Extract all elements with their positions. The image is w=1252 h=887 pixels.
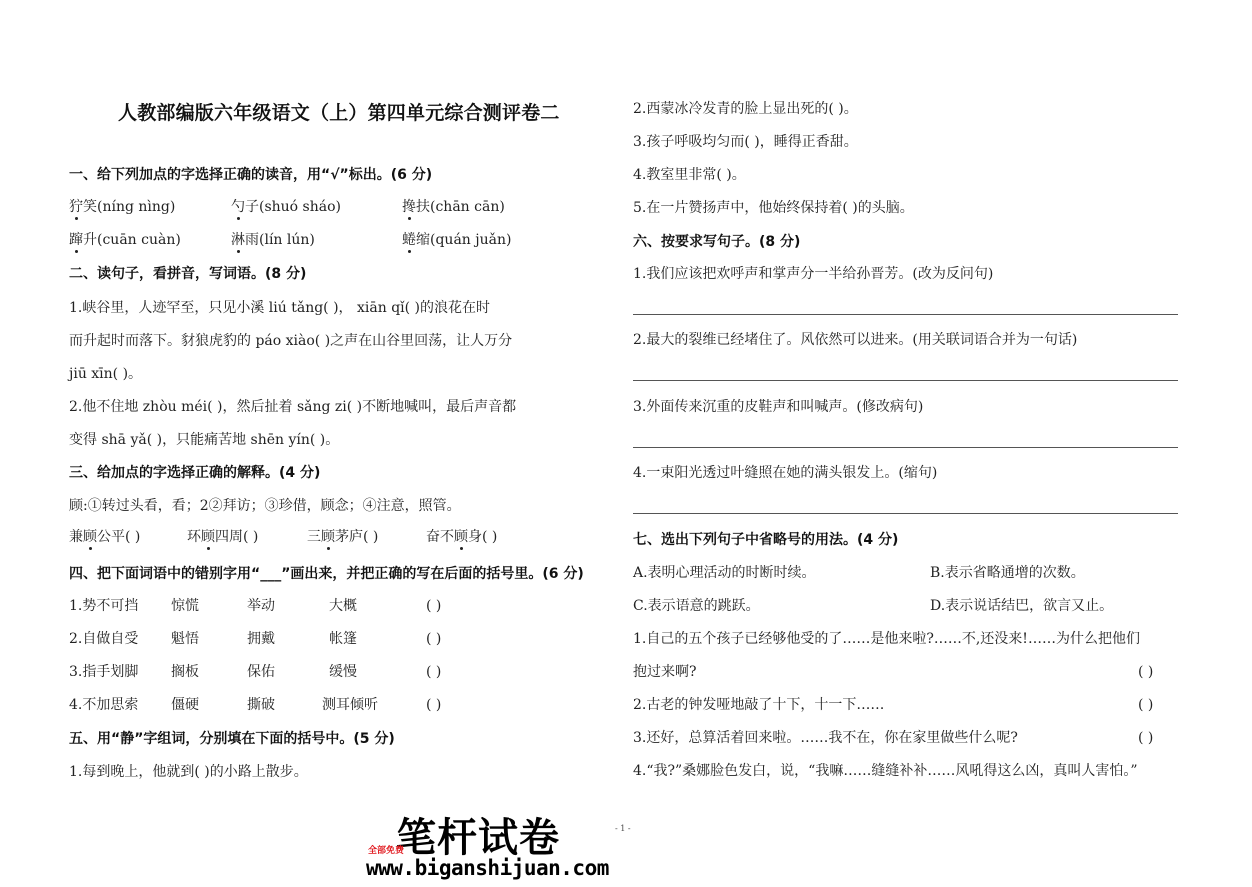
section5-item: 3.孩子呼吸均匀而( )，睡得正香甜。 (633, 134, 858, 150)
section5-item: 2.西蒙冰冷发青的脸上显出死的( )。 (633, 101, 858, 117)
section5-item: 5.在一片赞扬声中，他始终保持着( )的头脑。 (633, 200, 914, 216)
answer-line[interactable] (633, 447, 1178, 448)
section2-line: 而升起时而落下。豺狼虎豹的 páo xiào( )之声在山谷里回荡，让人万分 (69, 333, 513, 349)
pinyin-item: 搀扶(chān cān) (402, 199, 505, 215)
answer-blank: ( ) (1138, 664, 1154, 680)
pinyin-item: 淋雨(lín lún) (231, 232, 315, 248)
definition-text: 顾:①转过头看，看；2②拜访；③珍借，顾念；④注意，照管。 (69, 498, 461, 514)
answer-line[interactable] (633, 314, 1178, 315)
section5-heading: 五、用“静”字组词，分别填在下面的括号中。(5 分) (69, 731, 395, 747)
section7-heading: 七、选出下列句子中省略号的用法。(4 分) (633, 532, 899, 548)
answer-blank: ( ) (1138, 697, 1154, 713)
section7-item: 抱过来啊? (633, 664, 697, 680)
section5-item: 4.教室里非常( )。 (633, 167, 746, 183)
meaning-item: 三顾茅庐( ) (307, 529, 379, 545)
meaning-item: 兼顾公平( ) (69, 529, 141, 545)
meaning-item: 环顾四周( ) (187, 529, 259, 545)
section2-line: 2.他不住地 zhòu méi( )，然后扯着 sǎng zi( )不断地喊叫，最后声音都 (69, 399, 517, 415)
brand-logo: 笔杆试卷 (396, 815, 560, 861)
section7-item: 3.还好，总算活着回来啦。……我不在，你在家里做些什么呢? (633, 730, 1018, 746)
section2-line: 1.峡谷里，人迹罕至，只见小溪 liú tǎng( )， xiān qǐ( )的浪花在时 (69, 300, 491, 316)
answer-line[interactable] (633, 380, 1178, 381)
section3-heading: 三、给加点的字选择正确的解释。(4 分) (69, 465, 321, 481)
section6-question: 4.一束阳光透过叶缝照在她的满头银发上。(缩句) (633, 465, 938, 481)
free-label: 全部免费 (368, 846, 405, 856)
page-number: - 1 - (615, 824, 631, 833)
meaning-item: 奋不顾身( ) (426, 529, 498, 545)
section7-item: 4.“我?”桑娜脸色发白，说，“我嘛……缝缝补补……风吼得这么凶，真叫人害怕。” (633, 763, 1138, 779)
section6-heading: 六、按要求写句子。(8 分) (633, 234, 801, 250)
option-c: C.表示语意的跳跃。 (633, 598, 760, 614)
section4-heading: 四、把下面词语中的错别字用“___”画出来，并把正确的写在后面的括号里。(6 分) (69, 566, 584, 582)
section7-item: 1.自己的五个孩子已经够他受的了……是他来啦?……不,还没来!……为什么把他们 (633, 631, 1140, 647)
page-title: 人教部编版六年级语文（上）第四单元综合测评卷二 (118, 102, 560, 124)
pinyin-item: 狞笑(níng nìng) (69, 199, 176, 215)
pinyin-item: 勺子(shuó sháo) (231, 199, 341, 215)
section7-item: 2.古老的钟发哑地敲了十下，十一下…… (633, 697, 885, 713)
section2-line: jiū xīn( )。 (69, 366, 143, 382)
section5-item: 1.每到晚上，他就到( )的小路上散步。 (69, 764, 308, 780)
pinyin-item: 蜷缩(quán juǎn) (402, 232, 512, 248)
section2-heading: 二、读句子，看拼音，写词语。(8 分) (69, 266, 307, 282)
answer-line[interactable] (633, 513, 1178, 514)
section6-question: 2.最大的裂维已经堵住了。风依然可以进来。(用关联词语合并为一句话) (633, 332, 1078, 348)
answer-blank: ( ) (1138, 730, 1154, 746)
option-a: A.表明心理活动的时断时续。 (633, 565, 816, 581)
option-b: B.表示省略通增的次数。 (930, 565, 1085, 581)
option-d: D.表示说话结巴，欲言又止。 (930, 598, 1114, 614)
exam-page: 人教部编版六年级语文（上）第四单元综合测评卷二 一、给下列加点的字选择正确的读音，用“√”标出。(6 分) 狞笑(níng nìng) 勺子(shuó sháo) 搀扶(chān cān) 蹿升(cuān cuàn) 淋雨(lín lún) 蜷缩(quán juǎn) 二、读句子，看拼音，写词语。(8 分) 1.峡谷里，人迹罕至，只见小溪 liú tǎng( )， xiān qǐ( )的浪花在时 而升起时而落下。豺狼虎豹的 páo xiào( )之声在山谷里回荡，让人万分 jiū xīn( )。 2.他不住地 zhòu méi( )，然后扯着 sǎng zi( )不断地喊叫，最后声音都 变得 shā yǎ( )，只能痛苦地 shēn yín( )。 三、给加点的字选择正确的解释。(4 分) 顾:①转过头看，看；2②拜访；③珍借，顾念；④注意，照管。 兼顾公平( ) 环顾四周( ) 三顾茅庐( ) 奋不顾身( ) 四、把下面词语中的错别字用“___”画出来，并把正确的写在后面的括号里。(6 分) 1.势不可挡 惊慌 举动 大概 ( ) 2.自做自受 魁悟 拥戴 帐篷 ( ) 3.指手划脚 搁板 保佑 缓慢 ( ) 4.不加思索 僵硬 撕破 测耳倾听 ( ) 五、用“静”字组词，分别填在下面的括号中。(5 分) 1.每到晚上，他就到( )的小路上散步。 2.西蒙冰冷发青的脸上显出死的( )。 3.孩子呼吸均匀而( )，睡得正香甜。 4.教室里非常( )。 5.在一片赞扬声中，他始终保持着( )的头脑。 六、按要求写句子。(8 分) 1.我们应该把欢呼声和掌声分一半给孙晋芳。(改为反问句) 2.最大的裂维已经堵住了。风依然可以进来。(用关联词语合并为一句话) 3.外面传来沉重的皮鞋声和叫喊声。(修改病句) 4.一束阳光透过叶缝照在她的满头银发上。(缩句) 七、选出下列句子中省略号的用法。(4 分) A.表明心理活动的时断时续。 B.表示省略通增的次数。 C.表示语意的跳跃。 D.表示说话结巴，欲言又止。 1.自己的五个孩子已经够他受的了……是他来啦?……不,还没来!……为什么把他们 抱过来啊? ( ) 2.古老的钟发哑地敲了十下，十一下…… ( ) 3.还好，总算活着回来啦。……我不在，你在家里做些什么呢? ( ) 4.“我?”桑娜脸色发白，说，“我嘛……缝缝补补……风吼得这么凶，真叫人害怕。” 笔杆试卷 全部免费 www.biganshijuan.com - 1 - (0, 0, 1252, 887)
section6-question: 1.我们应该把欢呼声和掌声分一半给孙晋芳。(改为反问句) (633, 266, 994, 282)
section1-heading: 一、给下列加点的字选择正确的读音，用“√”标出。(6 分) (69, 167, 433, 183)
section2-line: 变得 shā yǎ( )，只能痛苦地 shēn yín( )。 (69, 432, 340, 448)
pinyin-item: 蹿升(cuān cuàn) (69, 232, 181, 248)
section6-question: 3.外面传来沉重的皮鞋声和叫喊声。(修改病句) (633, 399, 924, 415)
brand-url: www.biganshijuan.com (366, 856, 609, 880)
